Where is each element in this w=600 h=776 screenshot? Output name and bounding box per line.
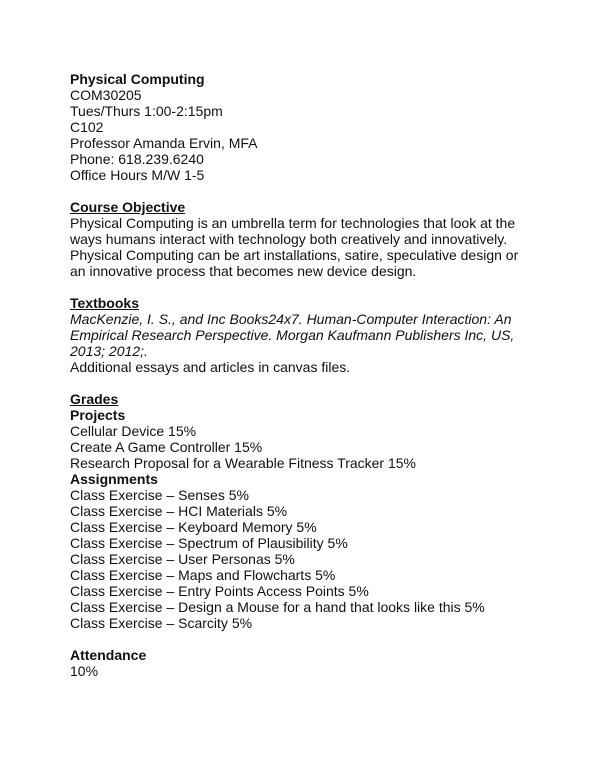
assignment-item: Class Exercise – HCI Materials 5% (70, 503, 288, 519)
assignment-item: Class Exercise – Entry Points Access Points 5% (70, 583, 369, 599)
objective-line: Physical Computing can be art installations, satire, speculative design or (70, 247, 519, 263)
textbook-citation-line: 2013; 2012;. (70, 343, 148, 359)
assignment-item: Class Exercise – Senses 5% (70, 487, 249, 503)
professor-phone: Phone: 618.239.6240 (70, 151, 204, 167)
assignment-item: Class Exercise – Scarcity 5% (70, 615, 253, 631)
course-objective-section (70, 199, 540, 279)
assignment-item: Class Exercise – Maps and Flowcharts 5% (70, 567, 336, 583)
course-code: COM30205 (70, 87, 142, 103)
textbooks-heading: Textbooks (70, 295, 139, 311)
professor-name: Professor Amanda Ervin, MFA (70, 135, 258, 151)
objective-line: an innovative process that becomes new device design. (70, 263, 417, 279)
course-header (70, 71, 540, 183)
attendance-heading: Attendance (70, 647, 147, 663)
office-hours: Office Hours M/W 1-5 (70, 167, 205, 183)
project-item: Cellular Device 15% (70, 423, 197, 439)
course-objective-heading: Course Objective (70, 199, 186, 215)
course-room: C102 (70, 119, 104, 135)
objective-line: Physical Computing is an umbrella term for technologies that look at the (70, 215, 516, 231)
assignment-item: Class Exercise – Keyboard Memory 5% (70, 519, 317, 535)
textbook-citation-line: MacKenzie, I. S., and Inc Books24x7. Human-Computer Interaction: An (70, 311, 512, 327)
grades-section (70, 391, 540, 631)
grades-heading: Grades (70, 391, 119, 407)
assignments-heading: Assignments (70, 471, 158, 487)
project-item: Create A Game Controller 15% (70, 439, 263, 455)
attendance-value: 10% (70, 663, 99, 679)
assignment-item: Class Exercise – Spectrum of Plausibility 5% (70, 535, 348, 551)
textbook-note: Additional essays and articles in canvas files. (70, 359, 351, 375)
assignment-item: Class Exercise – Design a Mouse for a hand that looks like this 5% (70, 599, 485, 615)
attendance-section (70, 647, 540, 679)
objective-line: ways humans interact with technology both creatively and innovatively. (70, 231, 508, 247)
textbook-citation-line: Empirical Research Perspective. Morgan Kaufmann Publishers Inc, US, (70, 327, 515, 343)
projects-heading: Projects (70, 407, 126, 423)
assignment-item: Class Exercise – User Personas 5% (70, 551, 295, 567)
course-title: Physical Computing (70, 71, 205, 87)
course-schedule: Tues/Thurs 1:00-2:15pm (70, 103, 223, 119)
textbooks-section (70, 295, 540, 375)
project-item: Research Proposal for a Wearable Fitness Tracker 15% (70, 455, 417, 471)
